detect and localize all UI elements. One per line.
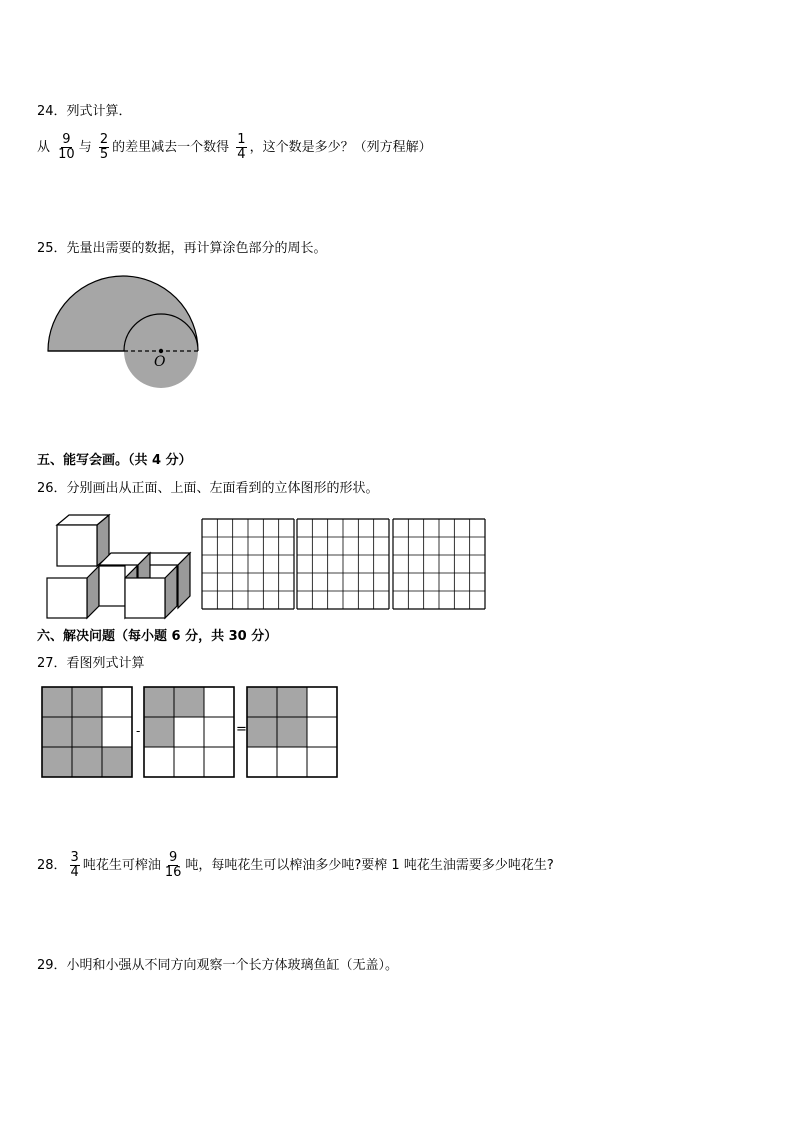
q24-end: ，这个数是多少？（列方程解）: [249, 140, 432, 155]
shaded-cell: [247, 717, 277, 747]
section5-title: 五、能写会画。（共 4 分）: [37, 453, 192, 468]
shaded-cell: [144, 687, 174, 717]
empty-cell: [277, 747, 307, 777]
empty-cell: [174, 717, 204, 747]
q24-frac2: $\frac{2}{5}$: [99, 132, 109, 162]
q29-label: 29．小明和小强从不同方向观察一个长方体玻璃鱼缸（无盖）。: [37, 958, 399, 973]
q24-and: 与: [78, 140, 92, 155]
q27-label: 27．看图列式计算: [37, 656, 145, 671]
shaded-cell: [42, 717, 72, 747]
q24-from: 从: [37, 140, 51, 155]
shaded-cell: [277, 717, 307, 747]
section6-title: 六、解决问题（每小题 6 分，共 30 分）: [37, 629, 278, 644]
shaded-cell: [42, 687, 72, 717]
q27-minus-sign: -: [136, 724, 141, 738]
q27-equals-sign: =: [236, 722, 247, 737]
q26-label: 26．分别画出从正面、上面、左面看到的立体图形的形状。: [37, 481, 379, 496]
empty-cell: [102, 687, 132, 717]
q27-grid-2: [144, 687, 234, 777]
q28-frac1: $\frac{3}{4}$: [70, 850, 79, 880]
empty-cell: [204, 747, 234, 777]
q28-text1: 吨花生可榨油: [82, 858, 161, 873]
q24-label: 24．列式计算．: [37, 104, 132, 119]
shaded-cell: [174, 687, 204, 717]
empty-cell: [174, 747, 204, 777]
shaded-cell: [42, 747, 72, 777]
q28-frac2: $\frac{9}{16}$: [164, 850, 182, 880]
shaded-cell: [72, 747, 102, 777]
empty-cell: [307, 687, 337, 717]
q24-middle: 的差里减去一个数得: [112, 140, 230, 155]
empty-cell: [307, 717, 337, 747]
q28-prefix: 28．: [37, 858, 67, 873]
shaded-cell: [102, 747, 132, 777]
q24-frac3: $\frac{1}{4}$: [237, 132, 246, 162]
empty-cell: [307, 747, 337, 777]
q25-center-label: O: [154, 354, 166, 370]
shaded-cell: [144, 717, 174, 747]
empty-cell: [247, 747, 277, 777]
shaded-cell: [72, 717, 102, 747]
empty-cell: [144, 747, 174, 777]
empty-cell: [204, 687, 234, 717]
shaded-cell: [247, 687, 277, 717]
q28-question: [37, 851, 554, 880]
q25-label: 25．先量出需要的数据，再计算涂色部分的周长。: [37, 241, 327, 256]
shaded-cell: [72, 687, 102, 717]
q24-frac1: $\frac{9}{10}$: [58, 132, 75, 162]
empty-cell: [102, 717, 132, 747]
shaded-cell: [277, 687, 307, 717]
empty-cell: [204, 717, 234, 747]
q27-grid-1: [42, 687, 132, 777]
q28-text2: 吨，每吨花生可以榨油多少吨?要榨 1 吨花生油需要多少吨花生?: [185, 858, 554, 873]
q27-grid-3: [247, 687, 337, 777]
